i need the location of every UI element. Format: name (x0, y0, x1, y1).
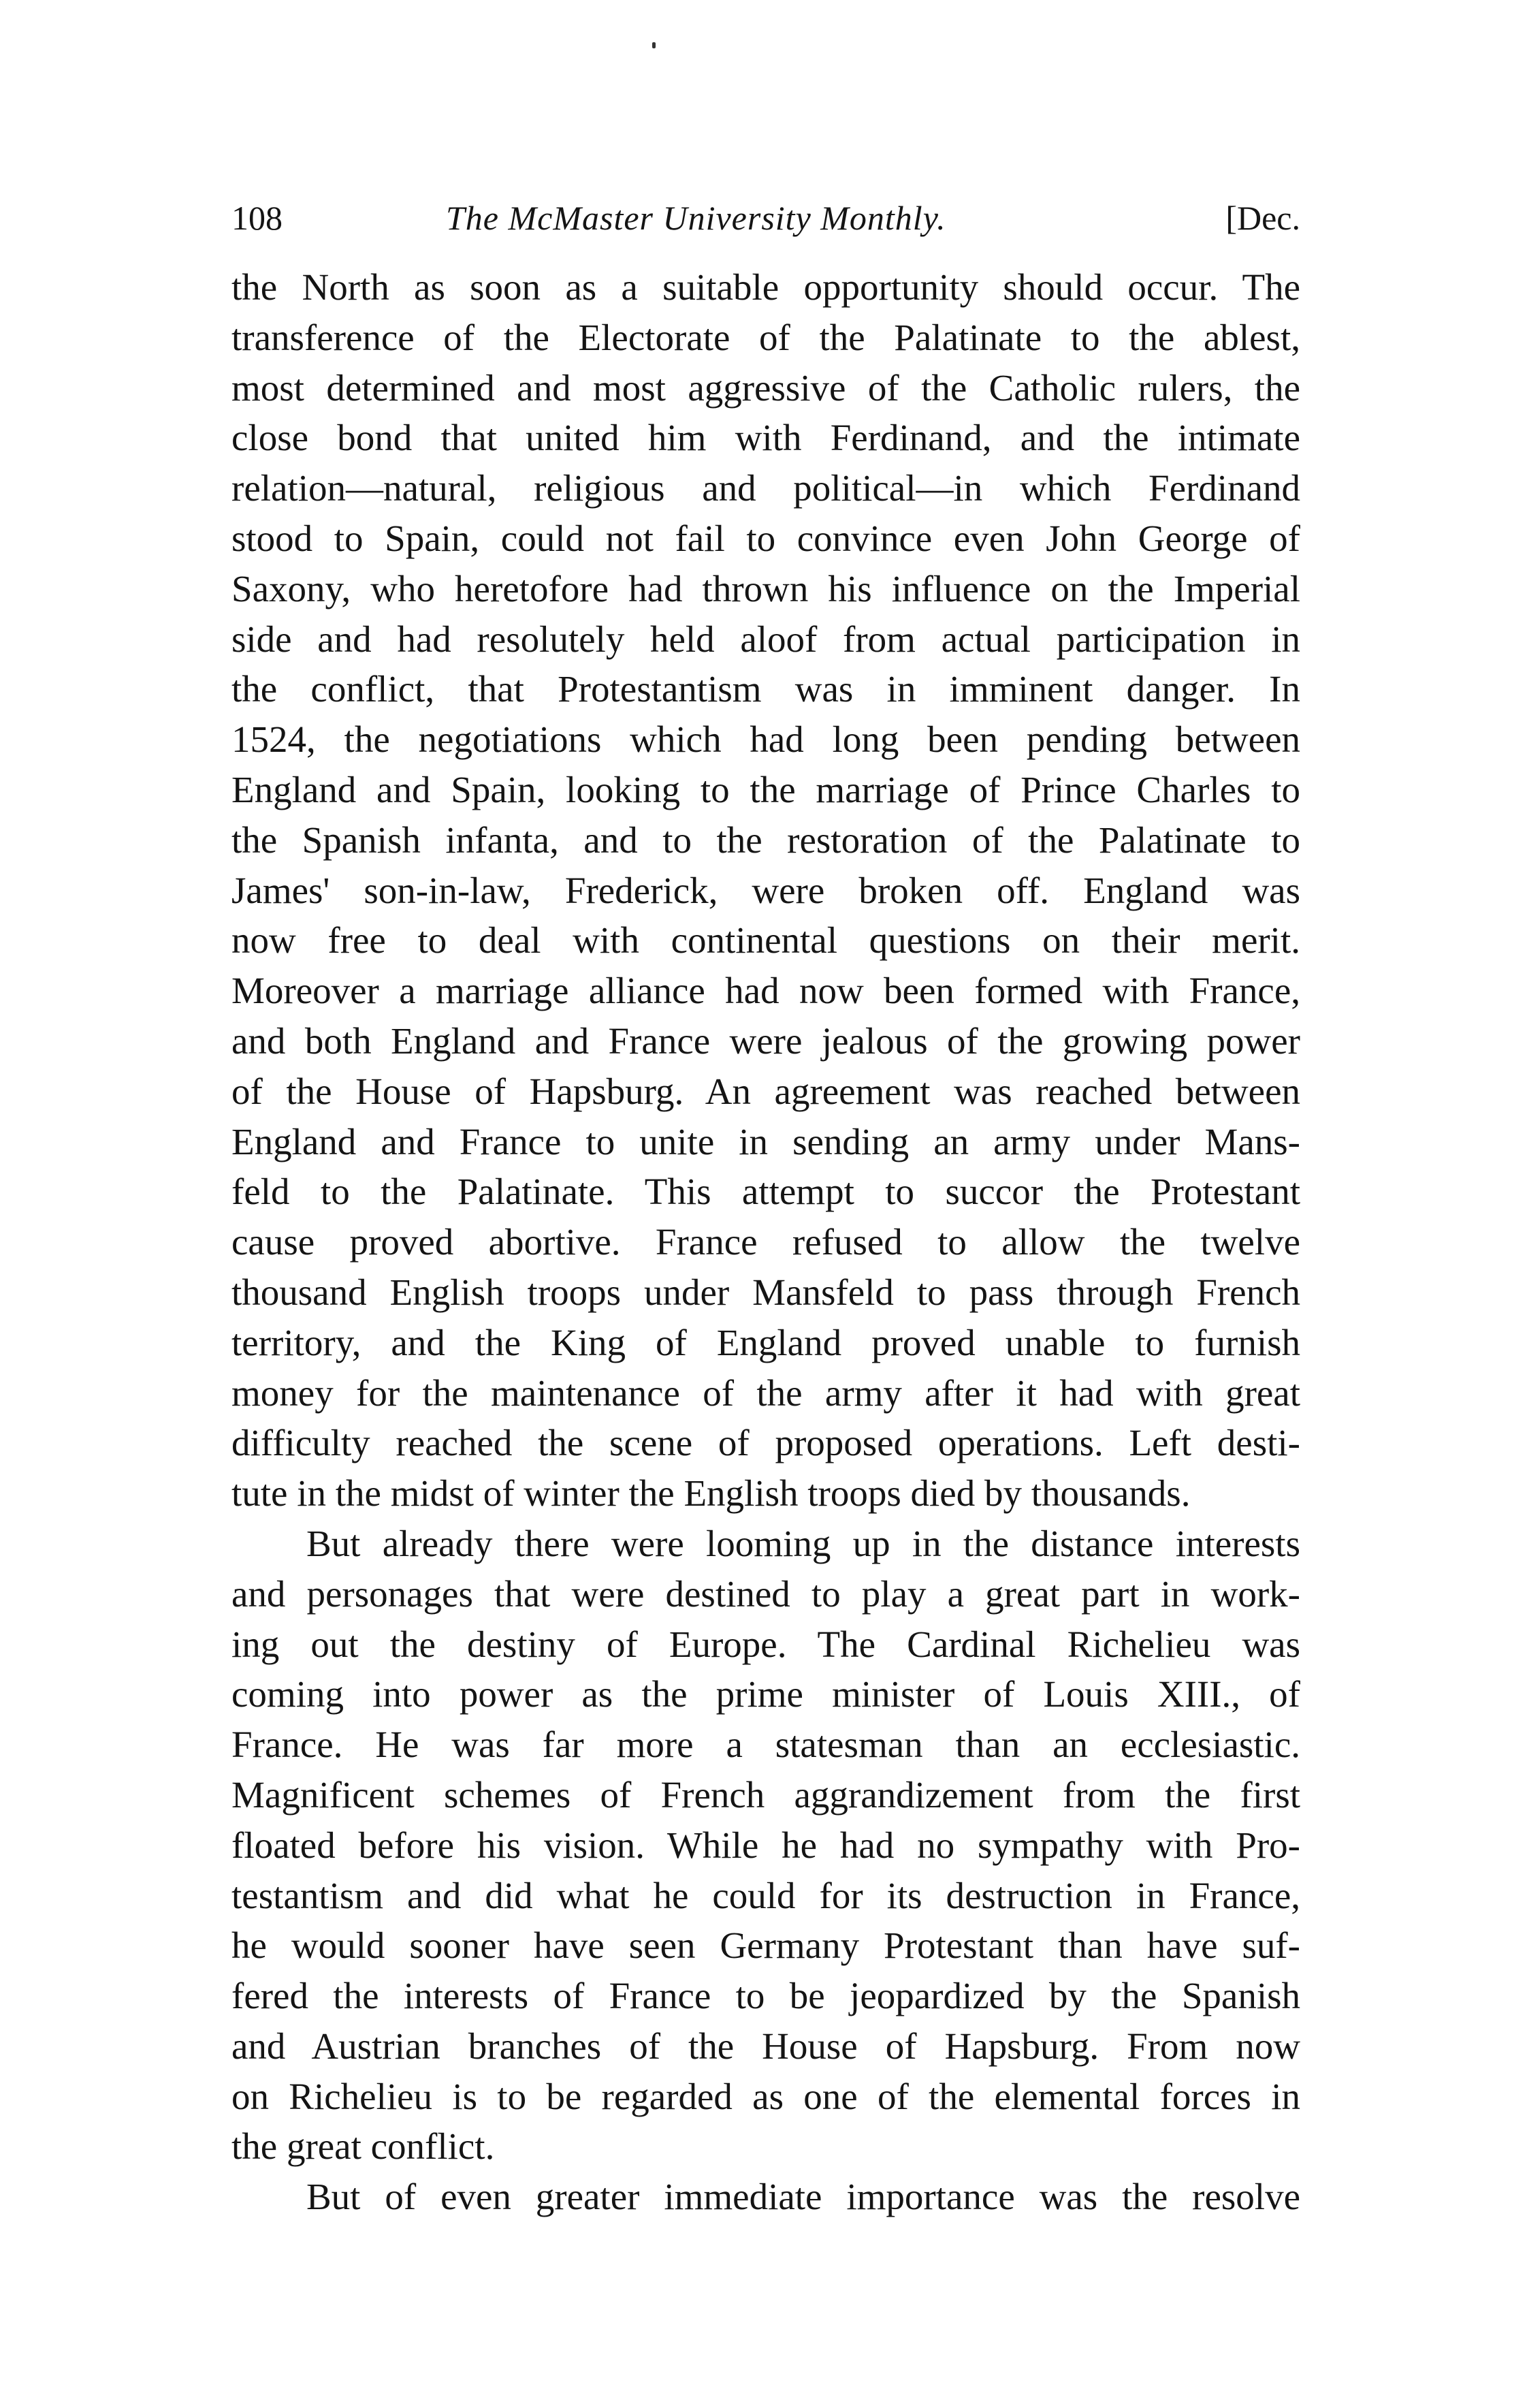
text-line: close bond that united him with Ferdinand, and the intimate (231, 417, 1300, 459)
text-line: the North as soon as a suitable opportunity should occur. The (231, 266, 1300, 308)
text-line: cause proved abortive. France refused to allow the twelve (231, 1221, 1300, 1263)
text-line: the conflict, that Protestantism was in imminent danger. In (231, 668, 1300, 710)
text-line: 1524, the negotiations which had long been pending between (231, 718, 1300, 761)
text-line: the great conflict. (231, 2125, 495, 2168)
text-line: France. He was far more a statesman than an ecclesiastic. (231, 1724, 1300, 1766)
text-line: of the House of Hapsburg. An agreement was reached between (231, 1070, 1300, 1112)
body-text (231, 262, 1300, 2222)
ink-speck (652, 42, 656, 48)
running-header (231, 187, 1300, 249)
text-line: England and France to unite in sending an army under Mans- (231, 1120, 1300, 1162)
text-line: tute in the midst of winter the English troops died by thousands. (231, 1472, 1191, 1515)
text-line: Moreover a marriage alliance had now been formed with France, (231, 970, 1300, 1012)
text-line: Magnificent schemes of French aggrandizement from the first (231, 1773, 1300, 1816)
text-line: most determined and most aggressive of the Catholic rulers, the (231, 366, 1300, 409)
text-line: stood to Spain, could not fail to convince even John George of (231, 517, 1300, 559)
text-line: relation—natural, religious and political—in which Ferdinand (231, 467, 1300, 509)
text-line: money for the maintenance of the army after it had with great (231, 1372, 1300, 1414)
text-line: England and Spain, looking to the marriage of Prince Charles to (231, 768, 1300, 810)
text-line: side and had resolutely held aloof from actual participation in (231, 618, 1300, 660)
text-line: James' son-in-law, Frederick, were broken off. England was (231, 869, 1300, 911)
text-line: fered the interests of France to be jeopardized by the Spanish (231, 1975, 1300, 2017)
text-line: transference of the Electorate of the Palatinate to the ablest, (231, 316, 1300, 358)
text-line: difficulty reached the scene of proposed operations. Left desti- (231, 1422, 1300, 1464)
text-line: and both England and France were jealous of the growing power (231, 1019, 1300, 1062)
paragraph-start-line: But already there were looming up in the distance interests (306, 1522, 1300, 1564)
page-number: 108 (231, 199, 283, 237)
text-line: feld to the Palatinate. This attempt to succor the Protestant (231, 1171, 1300, 1213)
text-line: now free to deal with continental questions on their merit. (231, 919, 1300, 962)
paragraph-start-line: But of even greater immediate importance was the resolve (306, 2176, 1300, 2218)
text-line: he would sooner have seen Germany Protestant than have suf- (231, 1924, 1300, 1967)
text-line: Saxony, who heretofore had thrown his influence on the Imperial (231, 567, 1300, 609)
text-line: floated before his vision. While he had no sympathy with Pro- (231, 1824, 1300, 1866)
text-line: on Richelieu is to be regarded as one of the elemental forces in (231, 2075, 1300, 2117)
issue-month: [Dec. (1225, 199, 1300, 237)
text-line: ing out the destiny of Europe. The Cardinal Richelieu was (231, 1623, 1300, 1665)
text-line: and personages that were destined to play a great part in work- (231, 1572, 1300, 1615)
text-line: coming into power as the prime minister of Louis XIII., of (231, 1673, 1300, 1715)
text-line: and Austrian branches of the House of Hapsburg. From now (231, 2025, 1300, 2067)
journal-title: The McMaster University Monthly. (446, 199, 946, 237)
text-line: the Spanish infanta, and to the restoration of the Palatinate to (231, 819, 1300, 861)
text-line: testantism and did what he could for its destruction in France, (231, 1874, 1300, 1916)
text-line: territory, and the King of England proved unable to furnish (231, 1321, 1300, 1363)
text-line: thousand English troops under Mansfeld to pass through French (231, 1271, 1300, 1313)
